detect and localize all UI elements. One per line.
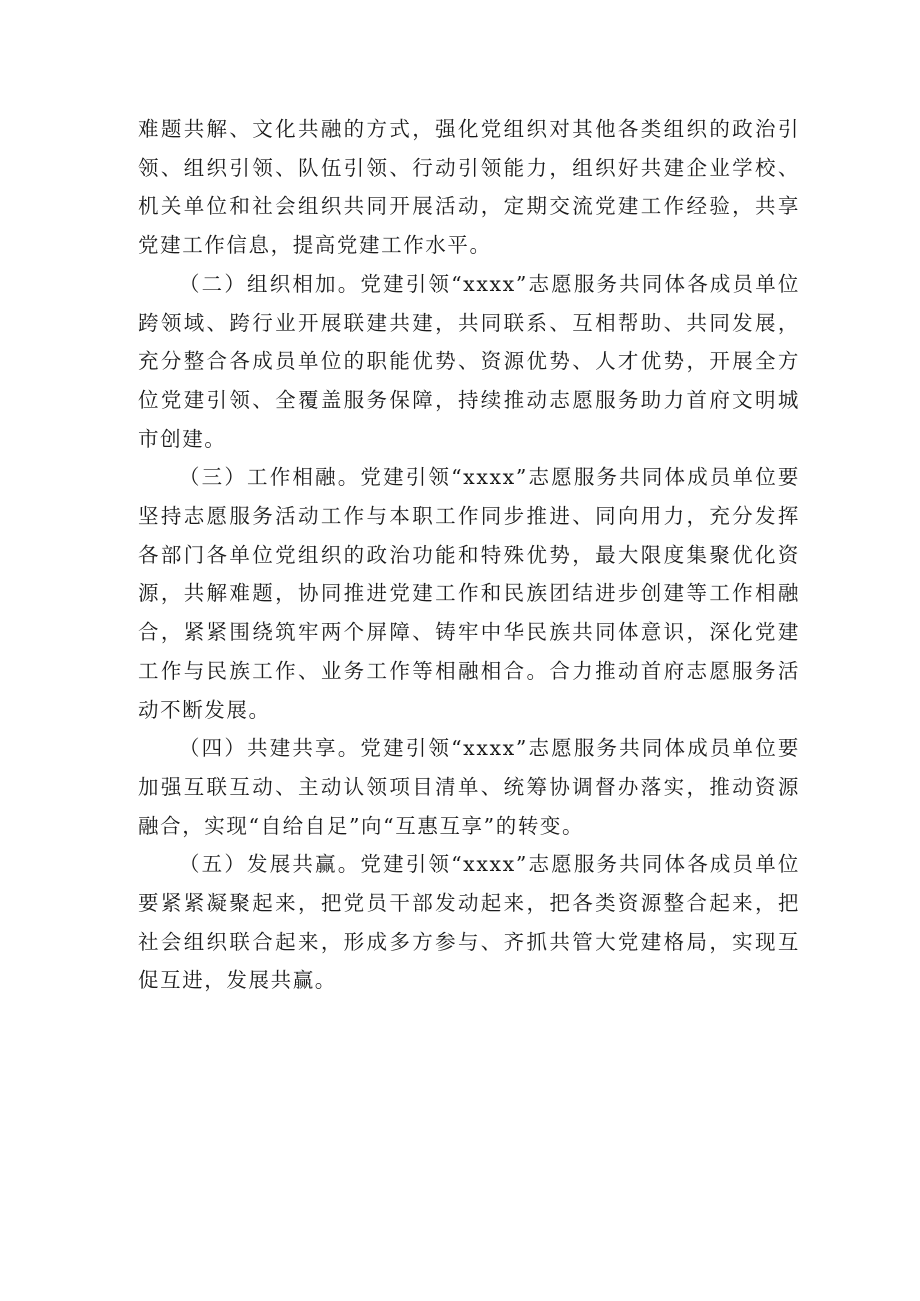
paragraph-organization-addition: （二）组织相加。党建引领“xxxx”志愿服务共同体各成员单位跨领域、跨行业开展联建共建，共同联系、互相帮助、共同发展，充分整合各成员单位的职能优势、资源优势、人才优势，开展全方位党建引领、全覆盖服务保障，持续推动志愿服务助力首府文明城市创建。 (138, 271, 800, 451)
paragraph-win-win-development: （五）发展共赢。党建引领“xxxx”志愿服务共同体各成员单位要紧紧凝聚起来，把党员干部发动起来，把各类资源整合起来，把社会组织联合起来，形成多方参与、齐抓共管大党建格局，实现互促互进，发展共赢。 (138, 852, 800, 993)
paragraph-co-build-share: （四）共建共享。党建引领“xxxx”志愿服务共同体成员单位要加强互联互动、主动认领项目清单、统筹协调督办落实，推动资源融合，实现“自给自足”向“互惠互享”的转变。 (138, 736, 800, 838)
paragraph-work-integration: （三）工作相融。党建引领“xxxx”志愿服务共同体成员单位要坚持志愿服务活动工作与本职工作同步推进、同向用力，充分发挥各部门各单位党组织的政治功能和特殊优势，最大限度集聚优化资源，共解难题，协同推进党建工作和民族团结进步创建等工作相融合，紧紧围绕筑牢两个屏障、铸牢中华民族共同体意识，深化党建工作与民族工作、业务工作等相融相合。合力推动首府志愿服务活动不断发展。 (138, 465, 800, 722)
paragraph-continued: 难题共解、文化共融的方式，强化党组织对其他各类组织的政治引领、组织引领、队伍引领、行动引领能力，组织好共建企业学校、机关单位和社会组织共同开展活动，定期交流党建工作经验，共享党建工作信息，提高党建工作水平。 (138, 117, 800, 258)
document-body (138, 110, 800, 1000)
